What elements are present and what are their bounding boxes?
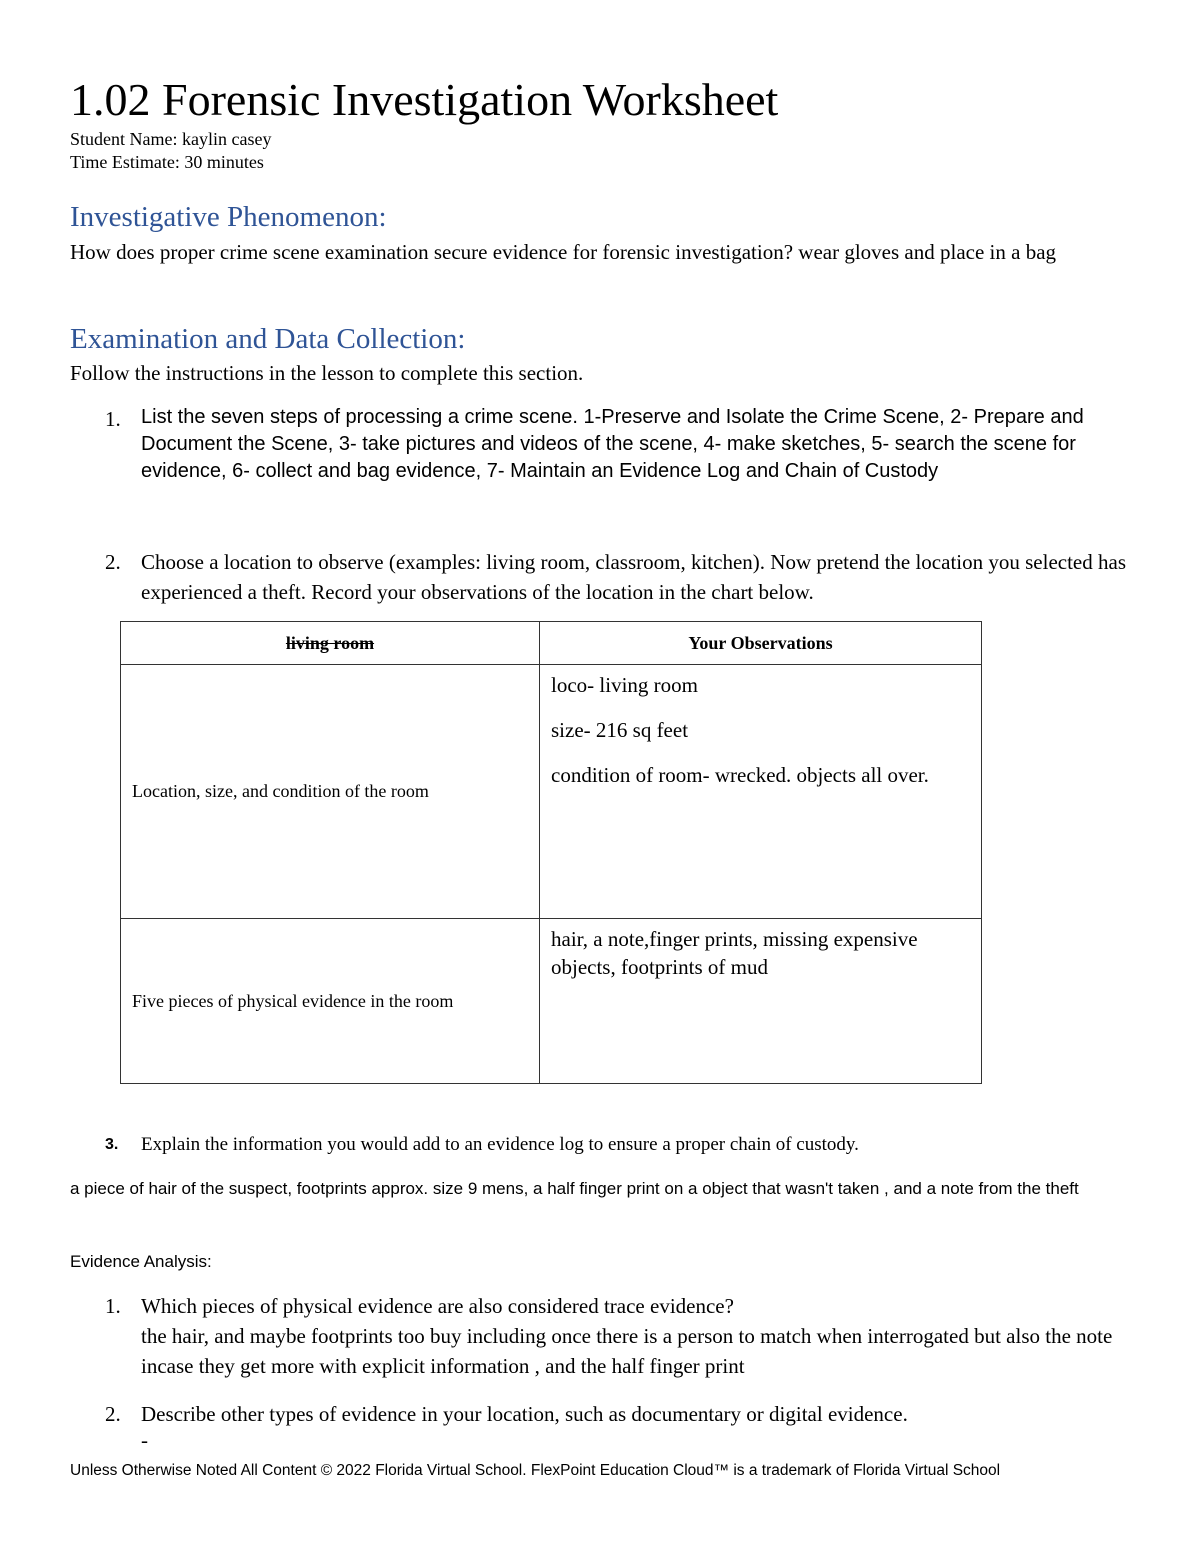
list-item	[105, 404, 1135, 485]
observation-cell[interactable]	[540, 665, 982, 919]
list-number: 1.	[105, 1294, 121, 1318]
question: Explain the information you would add to an evidence log to ensure a proper chain of custody.	[141, 1134, 859, 1155]
list-item	[105, 1291, 1135, 1381]
observation-cell[interactable]	[540, 919, 982, 1084]
list-number: 3.	[105, 1136, 119, 1153]
observation: hair, a note,finger prints, missing expensive objects, footprints of mud	[551, 927, 918, 979]
question: Describe other types of evidence in your location, such as documentary or digital evidence.	[141, 1402, 908, 1426]
analysis-heading: Evidence Analysis:	[70, 1252, 212, 1271]
page-title: 1.02 Forensic Investigation Worksheet	[70, 74, 779, 125]
list-item	[105, 547, 1135, 607]
answer: the hair, and maybe footprints too buy including once there is a person to match when interrogated but also the note incase they get more with explicit information , and the half finger print	[141, 1324, 1113, 1378]
time-estimate: Time Estimate: 30 minutes	[70, 152, 264, 172]
list-item	[105, 1399, 1135, 1451]
list-number: 1.	[105, 407, 121, 431]
observation: size- 216 sq feet	[551, 718, 689, 742]
answer-3: a piece of hair of the suspect, footprints approx. size 9 mens, a half finger print on a object that wasn't taken , and a note from the theft	[70, 1179, 1079, 1198]
footer: Unless Otherwise Noted All Content © 2022 Florida Virtual School. FlexPoint Education Cloud™ is a trademark of Florida Virtual School	[70, 1462, 1001, 1479]
table-header-location: living room	[285, 632, 375, 653]
list-item	[105, 1130, 1135, 1160]
observation: loco- living room	[551, 673, 698, 697]
answer: -	[141, 1428, 148, 1452]
question: Which pieces of physical evidence are also considered trace evidence?	[141, 1294, 734, 1318]
question: Choose a location to observe (examples: living room, classroom, kitchen). Now pretend the location you selected has experienced a theft. Record your observations of the location in the chart below.	[141, 550, 1126, 604]
table-row	[121, 665, 982, 919]
observations-table	[120, 621, 982, 1084]
table-row	[121, 919, 982, 1084]
row-label: Five pieces of physical evidence in the room	[121, 919, 540, 1084]
row-label: Location, size, and condition of the room	[121, 665, 540, 919]
answer: 1-Preserve and Isolate the Crime Scene, 2- Prepare and Document the Scene, 3- take pictures and videos of the scene, 4- make sketches, 5- search the scene for evidence, 6- collect and bag evidence, 7- Maintain an Evidence Log and Chain of Custody	[141, 406, 1084, 482]
table-header-observations: Your Observations	[540, 622, 982, 665]
list-number: 2.	[105, 1402, 121, 1426]
examination-heading: Examination and Data Collection:	[70, 323, 466, 355]
observation: condition of room- wrecked. objects all over.	[551, 763, 929, 787]
student-name: Student Name: kaylin casey	[70, 129, 272, 149]
question: List the seven steps of processing a crime scene.	[141, 406, 578, 428]
list-number: 2.	[105, 550, 121, 574]
phenomenon-text: How does proper crime scene examination secure evidence for forensic investigation? wear gloves and place in a bag	[70, 240, 1057, 264]
phenomenon-heading: Investigative Phenomenon:	[70, 201, 387, 233]
examination-intro: Follow the instructions in the lesson to complete this section.	[70, 361, 584, 385]
